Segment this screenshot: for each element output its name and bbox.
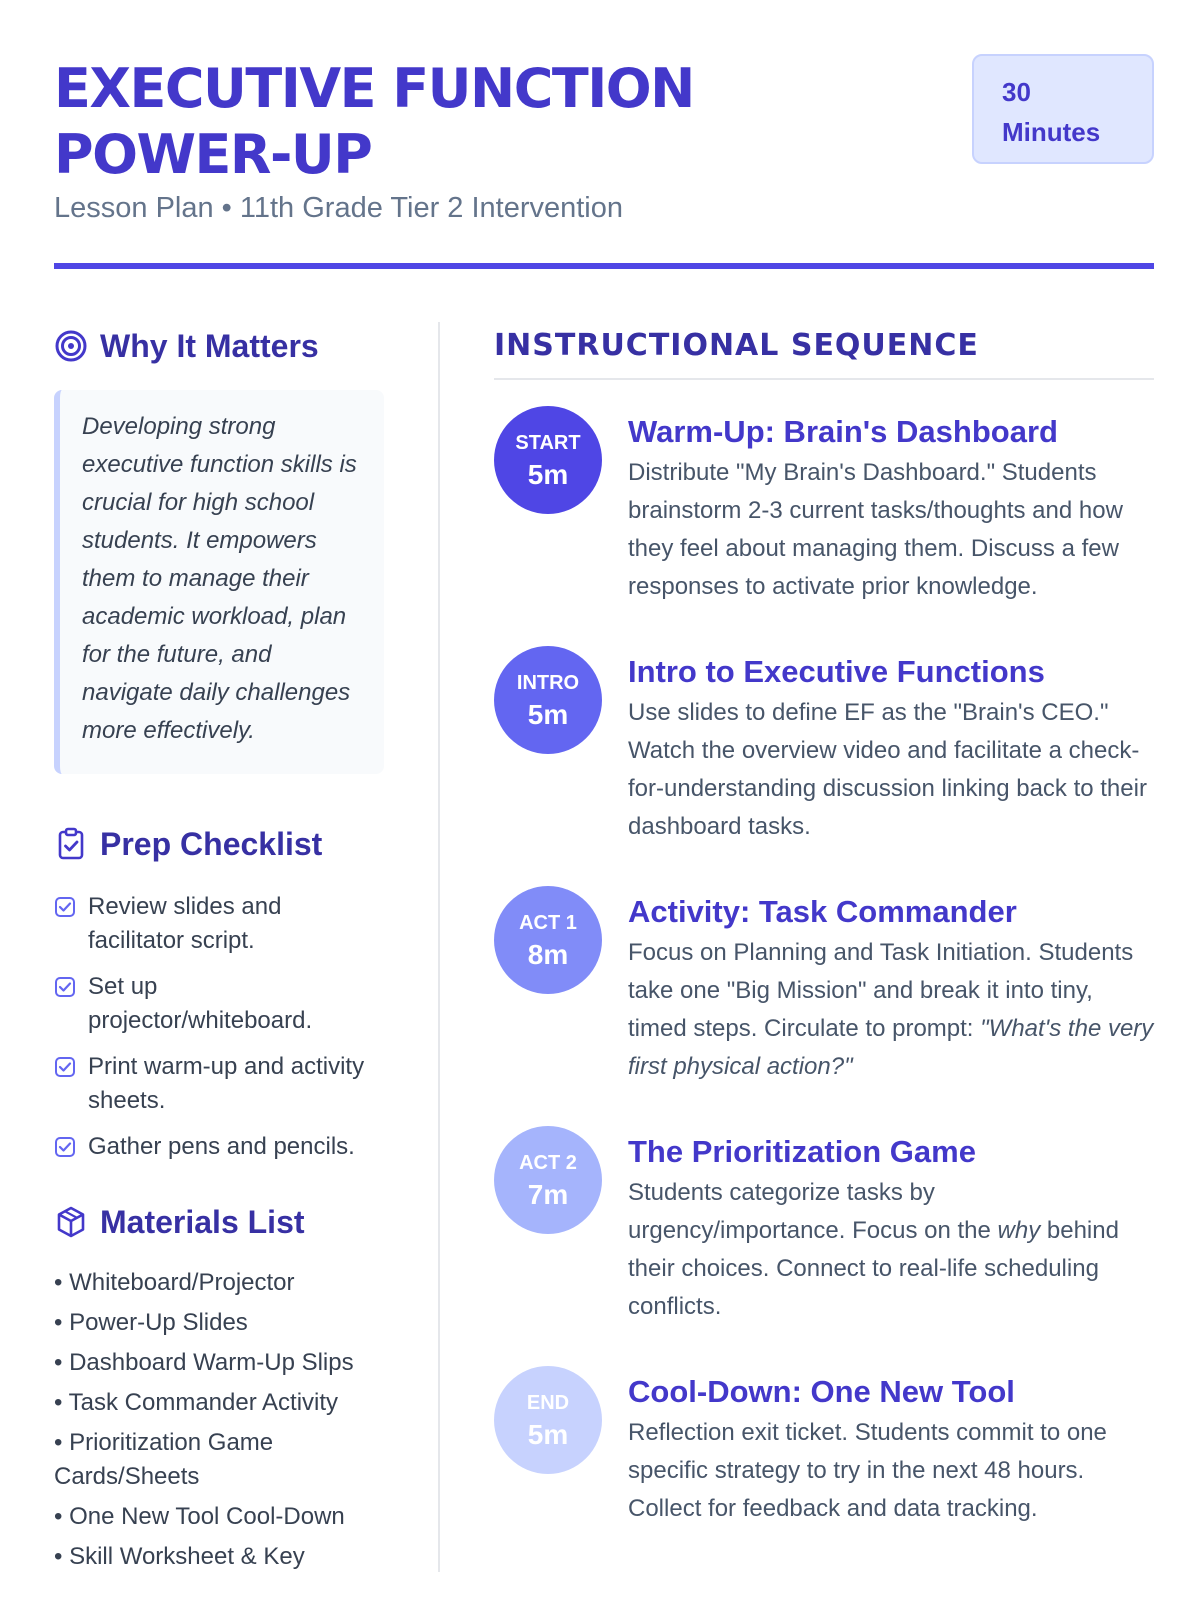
checklist-item[interactable]: [54, 1050, 384, 1118]
sequence-heading: INSTRUCTIONAL SEQUENCE: [494, 328, 979, 363]
header-divider: [54, 263, 1154, 269]
why-it-matters-text: Developing strong executive function skills is crucial for high school students. It empowers them to manage their academic workload, plan for the future, and navigate daily challenges more effectively.: [82, 413, 357, 744]
step-description-emphasis: "What's the very first physical action?": [628, 1015, 1154, 1080]
step-title: Warm-Up: Brain's Dashboard: [628, 414, 1058, 449]
list-item: • Power-Up Slides: [54, 1309, 248, 1336]
step-tag: END: [526, 1392, 570, 1414]
instructional-sequence: [494, 322, 1154, 1522]
section-title: Why It Matters: [100, 327, 319, 364]
checklist-item-label: Set up projector/whiteboard.: [88, 973, 313, 1034]
list-item: • Prioritization Game Cards/Sheets: [54, 1429, 274, 1490]
target-icon: [54, 329, 88, 363]
checklist-item-label: Print warm-up and activity sheets.: [88, 1053, 365, 1114]
list-item: • Dashboard Warm-Up Slips: [54, 1349, 354, 1376]
duration-badge: 30 Minutes: [972, 54, 1154, 164]
step-time-badge: [494, 406, 602, 514]
page-title: EXECUTIVE FUNCTION POWER-UP: [54, 57, 694, 186]
step-time-badge: [494, 886, 602, 994]
why-it-matters-heading: [54, 322, 384, 370]
page-subtitle: Lesson Plan • 11th Grade Tier 2 Intervention: [54, 192, 624, 224]
step-body: [628, 652, 1154, 846]
checkbox-checked-icon[interactable]: [54, 896, 76, 918]
prep-checklist-heading: [54, 820, 384, 868]
sequence-divider: [494, 378, 1154, 380]
step-title: The Prioritization Game: [628, 1134, 976, 1169]
step-body: [628, 1132, 1154, 1326]
step-description: [628, 1174, 1154, 1326]
sidebar: [54, 322, 384, 1580]
checkbox-checked-icon[interactable]: [54, 976, 76, 998]
step-description: Use slides to define EF as the "Brain's CEO." Watch the overview video and facilitate a check-for-understanding discussion linking back to their dashboard tasks.: [628, 699, 1147, 840]
prep-checklist: [54, 890, 384, 1164]
step-tag: ACT 2: [519, 1152, 577, 1174]
step-body: [628, 1372, 1154, 1528]
cube-icon: [54, 1205, 88, 1239]
checklist-item-label: Review slides and facilitator script.: [88, 893, 282, 954]
step-time: 8m: [527, 939, 569, 970]
why-it-matters-callout: [54, 390, 384, 774]
list-item: • One New Tool Cool-Down: [54, 1503, 345, 1530]
step-description-emphasis: why: [997, 1217, 1041, 1244]
section-title: Materials List: [100, 1203, 305, 1240]
checklist-item[interactable]: [54, 1130, 384, 1164]
step-description: Distribute "My Brain's Dashboard." Students brainstorm 2-3 current tasks/thoughts and how they feel about managing them. Discuss a few responses to activate prior knowledge.: [628, 459, 1123, 600]
step-tag: ACT 1: [519, 912, 577, 934]
step-title: Activity: Task Commander: [628, 894, 1017, 929]
checklist-item[interactable]: [54, 890, 384, 958]
materials-list-heading: [54, 1198, 384, 1246]
checkbox-checked-icon[interactable]: [54, 1056, 76, 1078]
checkbox-checked-icon[interactable]: [54, 1136, 76, 1158]
step-tag: START: [515, 432, 581, 454]
materials-list: [54, 1266, 384, 1574]
step-body: [628, 892, 1154, 1086]
step-tag: INTRO: [516, 672, 580, 694]
step-body: [628, 412, 1154, 606]
list-item: • Task Commander Activity: [54, 1389, 339, 1416]
column-divider: [438, 322, 440, 1572]
step-time: 7m: [527, 1179, 569, 1210]
clipboard-check-icon: [54, 827, 88, 861]
checklist-item-label: Gather pens and pencils.: [88, 1133, 355, 1160]
step-time: 5m: [527, 699, 569, 730]
step-description-text: behind their choices. Connect to real-life scheduling conflicts.: [628, 1217, 1119, 1320]
checklist-item[interactable]: [54, 970, 384, 1038]
list-item: • Whiteboard/Projector: [54, 1269, 295, 1296]
step-description: [628, 934, 1154, 1086]
step-time-badge: [494, 646, 602, 754]
list-item: • Skill Worksheet & Key: [54, 1543, 305, 1570]
step-time: 5m: [527, 459, 569, 490]
step-title: Cool-Down: One New Tool: [628, 1374, 1015, 1409]
step-time-badge: [494, 1366, 602, 1474]
step-description: Reflection exit ticket. Students commit to one specific strategy to try in the next 48 hours. Collect for feedback and data tracking.: [628, 1419, 1107, 1522]
section-title: Prep Checklist: [100, 825, 323, 862]
step-time-badge: [494, 1126, 602, 1234]
header: [54, 54, 1154, 271]
step-time: 5m: [527, 1419, 569, 1450]
step-title: Intro to Executive Functions: [628, 654, 1045, 689]
step-description-text: Students categorize tasks by urgency/importance. Focus on the: [628, 1179, 998, 1244]
step-description-text: Focus on Planning and Task Initiation. Students take one "Big Mission" and break it into tiny, timed steps. Circulate to prompt:: [628, 939, 1134, 1042]
